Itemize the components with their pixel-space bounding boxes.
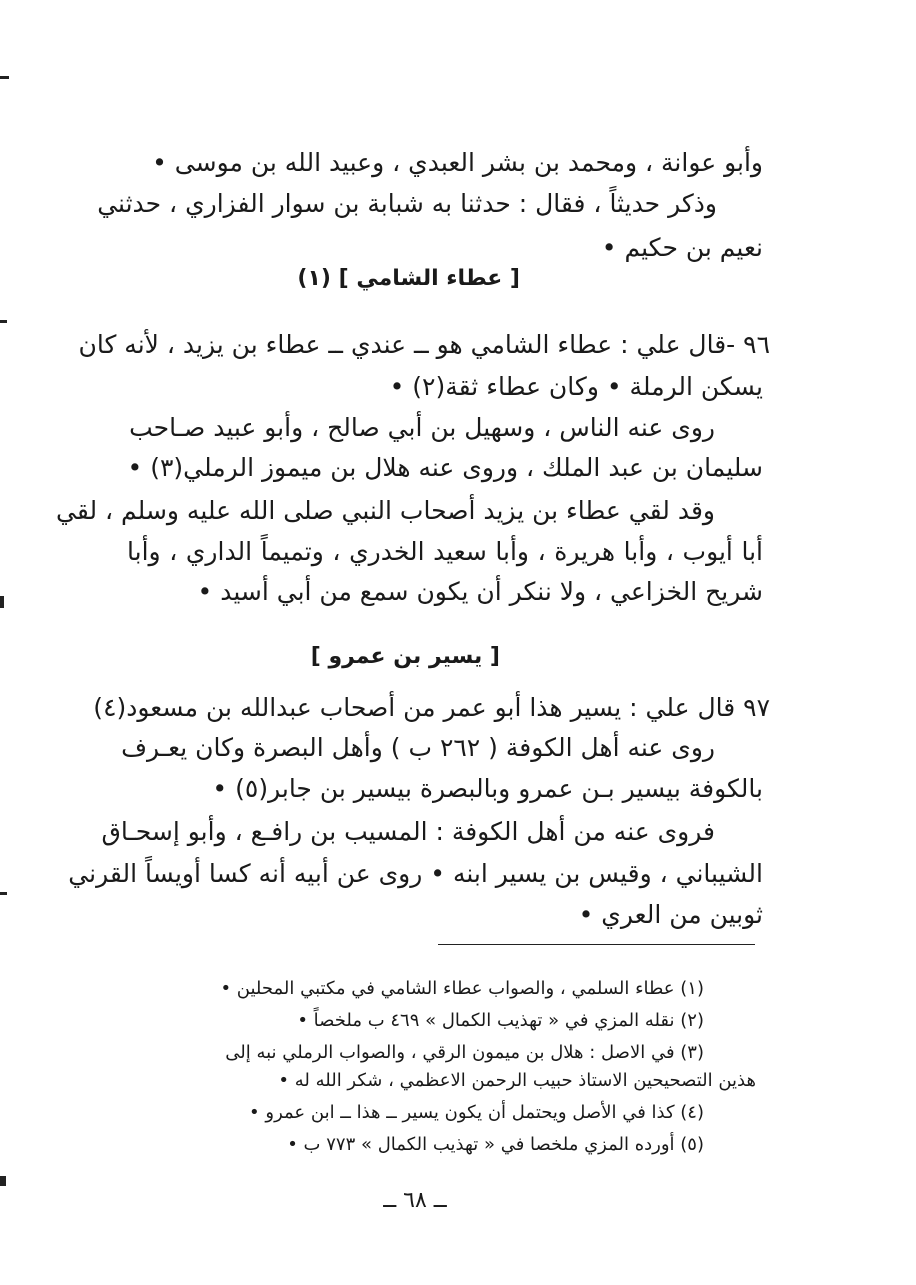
- footnote-divider: [438, 944, 755, 945]
- section-heading: [ يسير بن عمرو ]: [310, 644, 500, 669]
- footnote: (١) عطاء السلمي ، والصواب عطاء الشامي في مكتبي المحلين •: [220, 978, 704, 999]
- footnote: (٤) كذا في الأصل ويحتمل أن يكون يسير ــ هذا ــ ابن عمرو •: [249, 1102, 704, 1123]
- scan-mark-upper: [0, 320, 7, 323]
- text-line: بالكوفة بيسير بـن عمرو وبالبصرة بيسير بن جابر(٥) •: [212, 774, 763, 803]
- text-line: وأبو عوانة ، ومحمد بن بشر العبدي ، وعبيد الله بن موسى •: [152, 148, 763, 177]
- footnote: (٢) نقله المزي في « تهذيب الكمال » ٤٦٩ ب ملخصاً •: [297, 1010, 704, 1031]
- scan-mark-top: [0, 76, 9, 79]
- footnote: (٥) أورده المزي ملخصا في « تهذيب الكمال » ٧٧٣ ب •: [287, 1134, 704, 1155]
- footnote: (٣) في الاصل : هلال بن ميمون الرقي ، والصواب الرملي نبه إلى: [225, 1042, 704, 1063]
- footnote: هذين التصحيحين الاستاذ حبيب الرحمن الاعظمي ، شكر الله له •: [278, 1070, 756, 1091]
- text-line: ٩٧ قال علي : يسير هذا أبو عمر من أصحاب عبدالله بن مسعود(٤): [93, 693, 770, 722]
- text-line: الشيباني ، وقيس بن يسير ابنه • روى عن أبيه أنه كسا أويساً القرني: [68, 859, 763, 888]
- text-line: ٩٦ -قال علي : عطاء الشامي هو ــ عندي ــ عطاء بن يزيد ، لأنه كان: [78, 330, 770, 359]
- text-line: وقد لقي عطاء بن يزيد أصحاب النبي صلى الله عليه وسلم ، لقي: [55, 496, 715, 525]
- text-line: أبا أيوب ، وأبا هريرة ، وأبا سعيد الخدري ، وتميماً الداري ، وأبا: [127, 537, 763, 566]
- text-line: فروى عنه من أهل الكوفة : المسيب بن رافـع ، وأبو إسحـاق: [101, 817, 715, 846]
- text-line: ثوبين من العري •: [578, 900, 763, 929]
- text-line: روى عنه أهل الكوفة ( ٢٦٢ ب ) وأهل البصرة وكان يعـرف: [121, 733, 715, 762]
- text-line: وذكر حديثاً ، فقال : حدثنا به شبابة بن سوار الفزاري ، حدثني: [97, 189, 717, 218]
- page-number: ــ ٦٨ ــ: [383, 1188, 447, 1213]
- text-line: روى عنه الناس ، وسهيل بن أبي صالح ، وأبو عبيد صـاحب: [129, 413, 715, 442]
- text-line: شريح الخزاعي ، ولا ننكر أن يكون سمع من أبي أسيد •: [197, 577, 763, 606]
- scan-mark-lower: [0, 892, 7, 895]
- section-heading: [ عطاء الشامي ] (١): [297, 266, 520, 291]
- scan-mark-bottom: [0, 1176, 6, 1186]
- text-line: سليمان بن عبد الملك ، وروى عنه هلال بن ميموز الرملي(٣) •: [127, 453, 763, 482]
- text-line: نعيم بن حكيم •: [601, 233, 763, 262]
- scan-mark-middle: [0, 596, 4, 608]
- text-line: يسكن الرملة • وكان عطاء ثقة(٢) •: [389, 372, 763, 401]
